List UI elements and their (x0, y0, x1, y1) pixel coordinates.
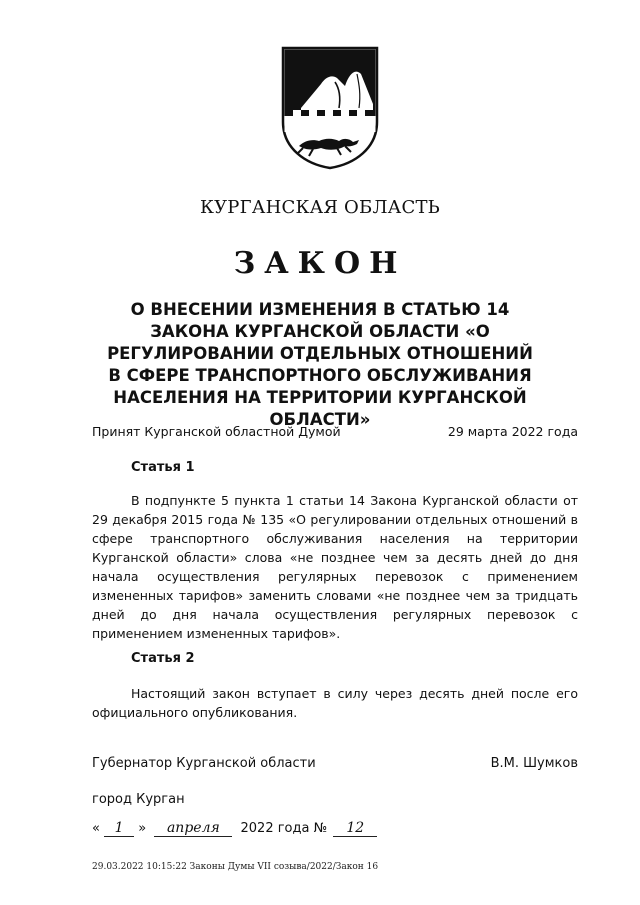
signature-name: В.М. Шумков (490, 756, 578, 771)
adoption-date: 29 марта 2022 года (447, 424, 578, 439)
place: город Курган (92, 792, 185, 807)
article-2-text: Настоящий закон вступает в силу через десять дней после его официального опубликования. (92, 686, 578, 720)
region-name: КУРГАНСКАЯ ОБЛАСТЬ (199, 197, 441, 218)
quote-open: « (92, 821, 100, 836)
adoption-text: Принят Курганской областной Думой (92, 424, 341, 439)
law-title: О ВНЕСЕНИИ ИЗМЕНЕНИЯ В СТАТЬЮ 14 ЗАКОНА КУРГАНСКОЙ ОБЛАСТИ «О РЕГУЛИРОВАНИИ ОТДЕЛЬНЫХ ОТНОШЕНИЙ В СФЕРЕ ТРАНСПОРТНОГО ОБСЛУЖИВАНИЯ НАСЕЛЕНИЯ НА ТЕРРИТОРИИ КУРГАНСКОЙ ОБЛАСТИ» (107, 300, 533, 429)
document-type: ЗАКОН (233, 246, 407, 281)
article-1-heading: Статья 1 (131, 460, 195, 475)
year-text: 2022 года № (240, 821, 328, 836)
signature-line (92, 756, 578, 771)
quote-close: » (138, 821, 147, 836)
kurgan-region-coat-of-arms-icon (279, 44, 381, 170)
article-2-heading: Статья 2 (131, 651, 195, 666)
handwritten-month: апреля (154, 820, 232, 837)
adoption-line (92, 424, 578, 439)
article-1-text: В подпункте 5 пункта 1 статьи 14 Закона Курганской области от 29 декабря 2015 года № 135 «О регулировании отдельных отношений в сфере транспортного обслуживания населения на территории Курганской области» слова «не позднее чем за десять дней до дня начала осуществления регулярных перевозок с применением измененных тарифов» заменить словами «не позднее чем за тридцать дней до дня начала осуществления регулярных перевозок с применением измененных тарифов». (92, 493, 578, 641)
handwritten-number: 12 (333, 820, 377, 837)
date-line (92, 820, 578, 837)
signature-position: Губернатор Курганской области (92, 756, 316, 771)
document-footer: 29.03.2022 10:15:22 Законы Думы VII созыва/2022/Закон 16 (92, 862, 379, 872)
handwritten-day: 1 (104, 820, 134, 837)
